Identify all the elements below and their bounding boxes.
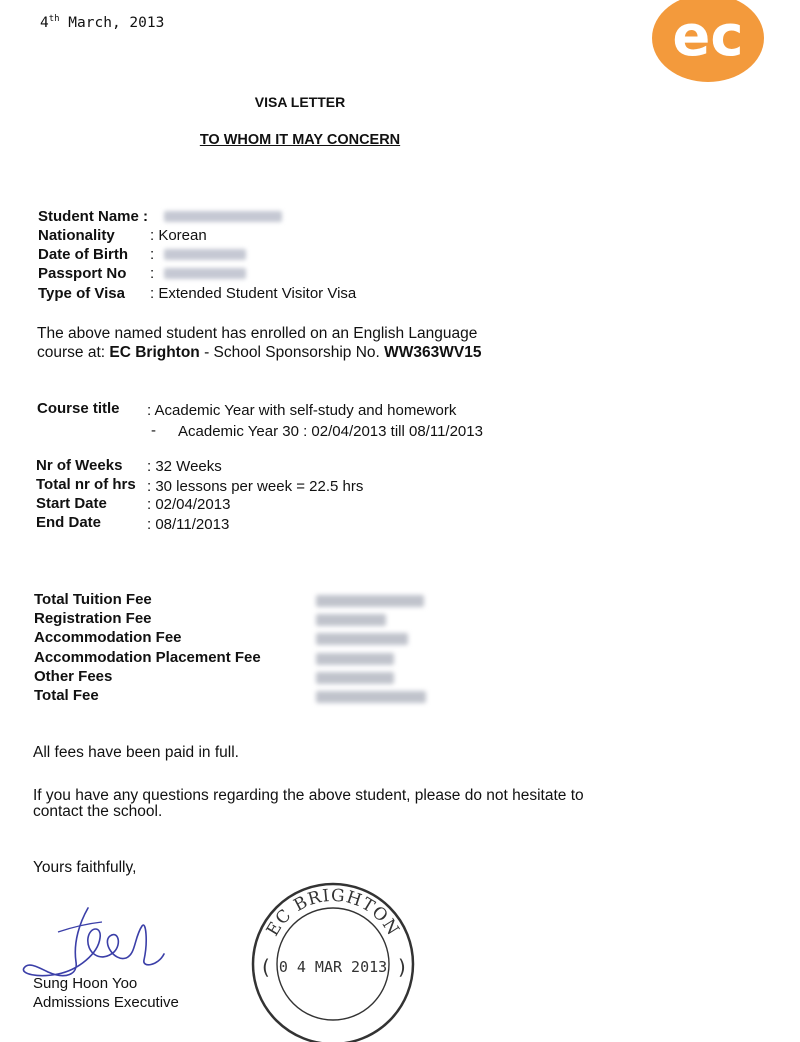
redacted-passport	[164, 268, 246, 279]
start-date-value: : 02/04/2013	[147, 496, 231, 513]
ec-logo	[646, 0, 764, 84]
course-sub-value: Academic Year 30 : 02/04/2013 till 08/11/2013	[178, 423, 483, 440]
passport-label: Passport No	[38, 265, 127, 282]
nationality-label: Nationality	[38, 227, 115, 244]
svg-text:EC BRIGHTON: EC BRIGHTON	[262, 885, 404, 940]
letter-subtitle: TO WHOM IT MAY CONCERN	[199, 132, 401, 148]
questions-line-2: contact the school.	[33, 803, 163, 820]
hours-label: Total nr of hrs	[36, 476, 136, 493]
svg-text:): )	[398, 955, 406, 979]
dob-colon: :	[150, 246, 155, 263]
questions-line-1: If you have any questions regarding the above student, please do not hesitate to	[33, 787, 584, 804]
svg-text:0 4 MAR 2013: 0 4 MAR 2013	[278, 958, 388, 976]
signer-name: Sung Hoon Yoo	[33, 975, 138, 992]
redacted-total-fee	[316, 691, 426, 703]
course-sub-dash: -	[151, 422, 156, 439]
svg-text:(: (	[262, 955, 270, 979]
redacted-student-name	[164, 211, 282, 222]
redacted-tuition-fee	[316, 595, 424, 607]
start-date-label: Start Date	[36, 495, 107, 512]
course-title-value: : Academic Year with self-study and homework	[147, 402, 457, 419]
fees-paid-statement: All fees have been paid in full.	[33, 744, 239, 761]
student-name-label: Student Name :	[38, 208, 149, 225]
signer-title: Admissions Executive	[33, 994, 179, 1011]
enrolment-line-2: course at: EC Brighton - School Sponsorship No. WW363WV15	[37, 344, 482, 361]
letter-date: 4th March, 2013	[40, 14, 165, 31]
visa-type-label: Type of Visa	[38, 285, 125, 302]
redacted-dob	[164, 249, 246, 260]
course-title-label: Course title	[37, 400, 120, 417]
closing-regards: Yours faithfully,	[33, 859, 137, 876]
hours-value: : 30 lessons per week = 22.5 hrs	[147, 478, 364, 495]
enrolment-line-1: The above named student has enrolled on an English Language	[37, 325, 478, 342]
visa-type-value: : Extended Student Visitor Visa	[150, 285, 357, 302]
end-date-value: : 08/11/2013	[147, 516, 230, 533]
end-date-label: End Date	[36, 514, 102, 531]
school-stamp	[248, 872, 418, 1042]
registration-fee-label: Registration Fee	[34, 610, 152, 627]
redacted-other-fees	[316, 672, 394, 684]
redacted-placement-fee	[316, 653, 394, 665]
accommodation-placement-fee-label: Accommodation Placement Fee	[34, 649, 261, 666]
total-fee-label: Total Fee	[34, 687, 99, 704]
passport-colon: :	[150, 265, 155, 282]
accommodation-fee-label: Accommodation Fee	[34, 629, 182, 646]
dob-label: Date of Birth	[38, 246, 128, 263]
nationality-value: : Korean	[150, 227, 207, 244]
weeks-value: : 32 Weeks	[147, 458, 222, 475]
weeks-label: Nr of Weeks	[36, 457, 123, 474]
handwritten-signature	[18, 902, 178, 984]
letter-title: VISA LETTER	[254, 94, 346, 110]
svg-text:ec: ec	[672, 4, 744, 69]
redacted-accommodation-fee	[316, 633, 408, 645]
redacted-registration-fee	[316, 614, 386, 626]
total-tuition-fee-label: Total Tuition Fee	[34, 591, 152, 608]
other-fees-label: Other Fees	[34, 668, 113, 685]
